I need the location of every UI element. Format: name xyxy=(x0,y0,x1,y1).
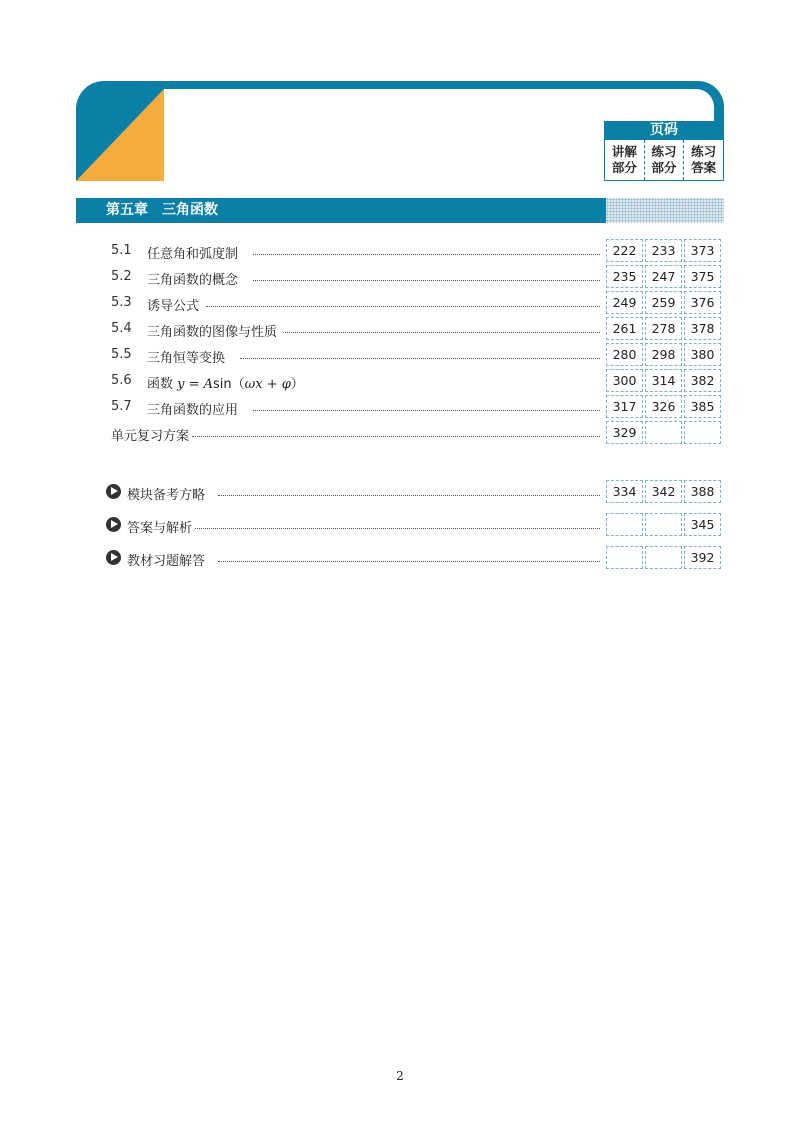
column-practice: 练习 部分 xyxy=(644,140,684,180)
arrow-circle-icon xyxy=(106,517,121,532)
page-practice: 326 xyxy=(645,395,682,418)
section-title: 单元复习方案 xyxy=(111,429,190,444)
entry-title: 模块备考方略 xyxy=(127,488,206,503)
page-lecture: 329 xyxy=(606,421,643,444)
page-practice xyxy=(645,546,682,569)
page-cells xyxy=(606,546,721,569)
page-cells xyxy=(606,239,721,262)
section-number: 5.6 xyxy=(111,373,132,388)
toc-row-5-5[interactable] xyxy=(0,343,800,369)
page-practice: 278 xyxy=(645,317,682,340)
page-lecture: 261 xyxy=(606,317,643,340)
page-lecture: 300 xyxy=(606,369,643,392)
page-answer: 378 xyxy=(684,317,721,340)
toc-row-5-3[interactable] xyxy=(0,291,800,317)
page-lecture xyxy=(606,546,643,569)
page-practice: 342 xyxy=(645,480,682,503)
page-answer: 382 xyxy=(684,369,721,392)
toc-row-5-6[interactable] xyxy=(0,369,800,395)
column-lecture: 讲解 部分 xyxy=(611,144,637,175)
page-lecture: 222 xyxy=(606,239,643,262)
page-lecture: 280 xyxy=(606,343,643,366)
page-code-box xyxy=(604,121,724,181)
page-practice: 259 xyxy=(645,291,682,314)
section-number: 5.5 xyxy=(111,347,132,362)
section-title: 三角函数的图像与性质 xyxy=(147,325,278,340)
toc-row-5-7[interactable] xyxy=(0,395,800,421)
dot-leader xyxy=(192,436,600,437)
page-practice xyxy=(645,513,682,536)
page-cells xyxy=(606,421,721,444)
arrow-circle-icon xyxy=(106,550,121,565)
chapter-bar-pattern xyxy=(606,198,724,223)
arrow-circle-icon xyxy=(106,484,121,499)
page-answer: 375 xyxy=(684,265,721,288)
dot-leader xyxy=(253,280,600,281)
title-suffix: ） xyxy=(290,377,304,392)
page-cells xyxy=(606,317,721,340)
dot-leader xyxy=(240,358,600,359)
section-number: 5.1 xyxy=(111,243,132,258)
page-cells xyxy=(606,369,721,392)
page-practice: 298 xyxy=(645,343,682,366)
toc-row-textbook-solutions[interactable] xyxy=(0,546,800,572)
entry-title: 教材习题解答 xyxy=(127,554,206,569)
page-answer: 373 xyxy=(684,239,721,262)
page-answer: 376 xyxy=(684,291,721,314)
dot-leader xyxy=(253,254,600,255)
section-title: 任意角和弧度制 xyxy=(147,247,239,262)
page-cells xyxy=(606,480,721,503)
page-lecture: 334 xyxy=(606,480,643,503)
page-practice: 233 xyxy=(645,239,682,262)
dot-leader xyxy=(218,561,600,562)
page-code-title: 页码 xyxy=(604,121,724,140)
page-cells xyxy=(606,343,721,366)
section-title: 三角恒等变换 xyxy=(147,351,226,366)
dot-leader xyxy=(253,410,600,411)
chapter-title: 第五章 三角函数 xyxy=(76,198,606,223)
page-number: 2 xyxy=(396,1069,404,1083)
entry-title: 答案与解析 xyxy=(127,521,193,536)
toc-row-answers[interactable] xyxy=(0,513,800,539)
page-lecture: 317 xyxy=(606,395,643,418)
page-lecture: 249 xyxy=(606,291,643,314)
section-title: 三角函数的应用 xyxy=(147,403,239,418)
page-answer: 380 xyxy=(684,343,721,366)
toc-row-exam-strategy[interactable] xyxy=(0,480,800,506)
section-number: 5.4 xyxy=(111,321,132,336)
page-practice: 247 xyxy=(645,265,682,288)
toc-row-5-4[interactable] xyxy=(0,317,800,343)
toc-row-5-2[interactable] xyxy=(0,265,800,291)
title-mid: sin（ xyxy=(213,377,245,392)
page-answer: 392 xyxy=(684,546,721,569)
dot-leader xyxy=(206,306,600,307)
page-answer: 385 xyxy=(684,395,721,418)
page-cells xyxy=(606,265,721,288)
page-practice xyxy=(645,421,682,444)
section-number: 5.2 xyxy=(111,269,132,284)
page-cells xyxy=(606,513,721,536)
formula-omega-x-phi: ωx + φ xyxy=(244,377,291,392)
page-answer: 388 xyxy=(684,480,721,503)
formula-y-eq-a: y = A xyxy=(177,377,214,392)
page-lecture xyxy=(606,513,643,536)
section-number: 5.7 xyxy=(111,399,132,414)
toc-row-unit-review[interactable] xyxy=(0,421,800,447)
page-cells xyxy=(606,395,721,418)
section-title: 三角函数的概念 xyxy=(147,273,239,288)
column-answers: 练习 答案 xyxy=(683,140,723,180)
toc-row-5-1[interactable] xyxy=(0,239,800,265)
page-lecture: 235 xyxy=(606,265,643,288)
page-code-columns xyxy=(604,140,724,181)
dot-leader xyxy=(195,528,600,529)
page-answer: 345 xyxy=(684,513,721,536)
page-answer xyxy=(684,421,721,444)
page-practice: 314 xyxy=(645,369,682,392)
dot-leader xyxy=(283,332,600,333)
title-prefix: 函数 xyxy=(147,377,178,392)
section-number: 5.3 xyxy=(111,295,132,310)
page-cells xyxy=(606,291,721,314)
dot-leader xyxy=(218,495,600,496)
section-title: 诱导公式 xyxy=(147,299,200,314)
section-title xyxy=(147,373,304,392)
